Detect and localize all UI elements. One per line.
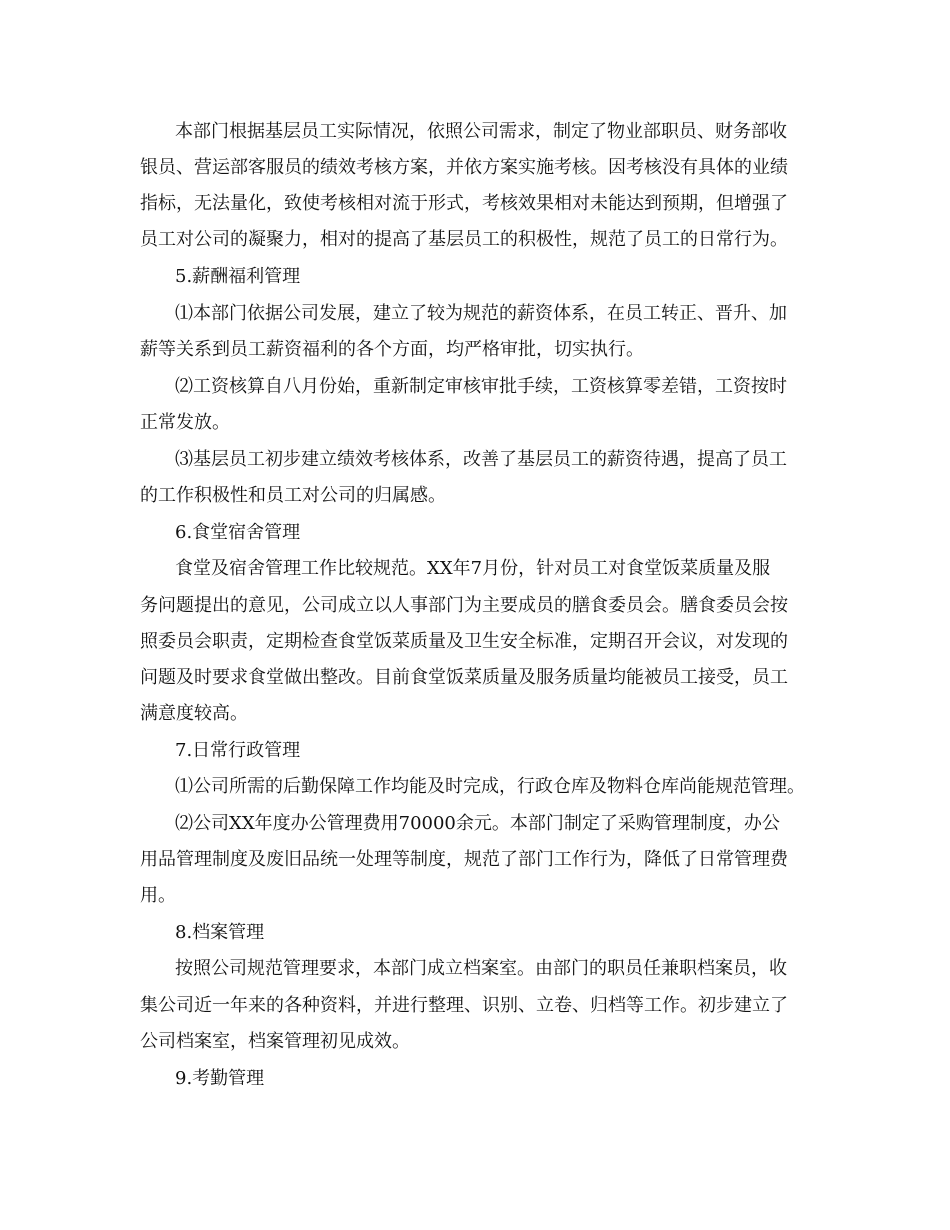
section-heading: 5.薪酬福利管理 <box>175 266 301 287</box>
body-text-line: ⑴公司所需的后勤保障工作均能及时完成，行政仓库及物料仓库尚能规范管理。 <box>175 776 805 797</box>
body-text-line: 照委员会职责，定期检查食堂饭菜质量及卫生安全标准，定期召开会议，对发现的 <box>140 631 788 652</box>
body-text-line: 满意度较高。 <box>140 703 248 724</box>
body-text-line: ⑶基层员工初步建立绩效考核体系，改善了基层员工的薪资待遇，提高了员工 <box>175 449 787 470</box>
body-text-line: ⑴本部门依据公司发展，建立了较为规范的薪资体系，在员工转正、晋升、加 <box>175 303 787 324</box>
body-text-line: 务问题提出的意见，公司成立以人事部门为主要成员的膳食委员会。膳食委员会按 <box>140 595 788 616</box>
body-text-line: 薪等关系到员工薪资福利的各个方面，均严格审批，切实执行。 <box>140 339 644 360</box>
section-heading: 7.日常行政管理 <box>175 740 301 761</box>
body-text-line: 员工对公司的凝聚力，相对的提高了基层员工的积极性，规范了员工的日常行为。 <box>140 229 788 250</box>
body-text-line: 用。 <box>140 885 176 906</box>
body-text-line: 本部门根据基层员工实际情况，依照公司需求，制定了物业部职员、财务部收 <box>175 121 787 142</box>
section-heading: 9.考勤管理 <box>175 1068 265 1089</box>
body-text-line: 正常发放。 <box>140 412 230 433</box>
body-text-line: 的工作积极性和员工对公司的归属感。 <box>140 485 446 506</box>
body-text-line: 用品管理制度及废旧品统一处理等制度，规范了部门工作行为，降低了日常管理费 <box>140 849 788 870</box>
section-heading: 6.食堂宿舍管理 <box>175 522 301 543</box>
body-text-line: ⑵工资核算自八月份始，重新制定审核审批手续，工资核算零差错，工资按时 <box>175 376 787 397</box>
body-text-line: 问题及时要求食堂做出整改。目前食堂饭菜质量及服务质量均能被员工接受，员工 <box>140 667 788 688</box>
body-text-line: 指标，无法量化，致使考核相对流于形式，考核效果相对未能达到预期，但增强了 <box>140 193 788 214</box>
body-text-line: 银员、营运部客服员的绩效考核方案，并依方案实施考核。因考核没有具体的业绩 <box>140 157 788 178</box>
body-text-line: 食堂及宿舍管理工作比较规范。XX年7月份，针对员工对食堂饭菜质量及服 <box>175 558 771 579</box>
section-heading: 8.档案管理 <box>175 922 265 943</box>
body-text-line: ⑵公司XX年度办公管理费用70000余元。本部门制定了采购管理制度，办公 <box>175 813 780 834</box>
body-text-line: 公司档案室，档案管理初见成效。 <box>140 1031 410 1052</box>
body-text-line: 集公司近一年来的各种资料，并进行整理、识别、立卷、归档等工作。初步建立了 <box>140 995 788 1016</box>
body-text-line: 按照公司规范管理要求，本部门成立档案室。由部门的职员任兼职档案员，收 <box>175 958 787 979</box>
